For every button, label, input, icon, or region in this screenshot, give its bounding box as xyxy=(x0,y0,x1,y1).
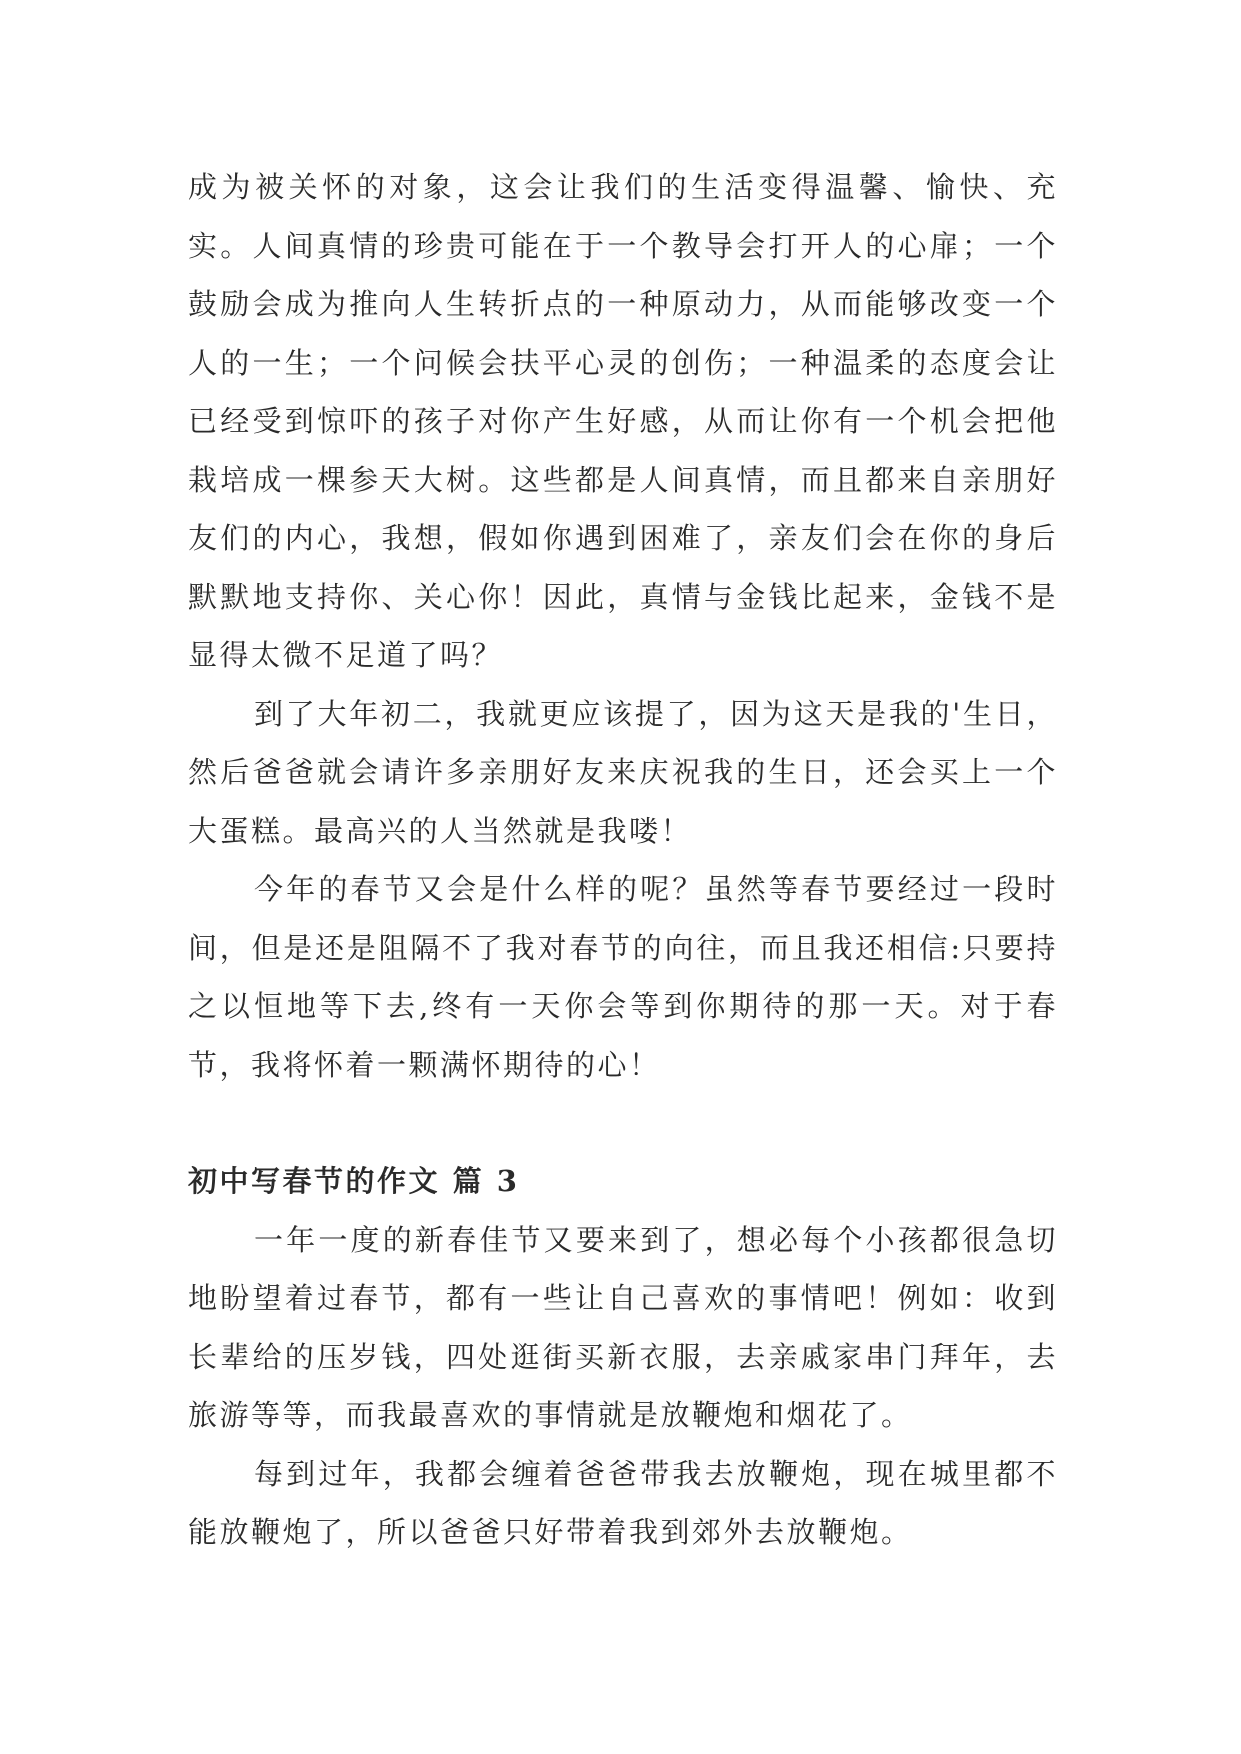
document-body xyxy=(188,158,1058,1562)
paragraph-1: 成为被关怀的对象，这会让我们的生活变得温馨、愉快、充实。人间真情的珍贵可能在于一个教导会打开人的心扉；一个鼓励会成为推向人生转折点的一种原动力，从而能够改变一个人的一生；一个问候会扶平心灵的创伤；一种温柔的态度会让已经受到惊吓的孩子对你产生好感，从而让你有一个机会把他栽培成一棵参天大树。这些都是人间真情，而且都来自亲朋好友们的内心，我想，假如你遇到困难了，亲友们会在你的身后默默地支持你、关心你！因此，真情与金钱比起来，金钱不是显得太微不足道了吗？ xyxy=(188,170,1058,672)
paragraph-4: 一年一度的新春佳节又要来到了，想必每个小孩都很急切地盼望着过春节，都有一些让自己喜欢的事情吧！例如：收到长辈给的压岁钱，四处逛街买新衣服，去亲戚家串门拜年，去旅游等等，而我最喜欢的事情就是放鞭炮和烟花了。 xyxy=(188,1222,1058,1432)
section-heading: 初中写春节的作文 篇 3 xyxy=(188,1164,520,1198)
paragraph-5: 每到过年，我都会缠着爸爸带我去放鞭炮，现在城里都不能放鞭炮了，所以爸爸只好带着我到郊外去放鞭炮。 xyxy=(188,1456,1058,1549)
paragraph-2: 到了大年初二，我就更应该提了，因为这天是我的'生日，然后爸爸就会请许多亲朋好友来庆祝我的生日，还会买上一个大蛋糕。最高兴的人当然就是我喽！ xyxy=(188,696,1058,848)
paragraph-3: 今年的春节又会是什么样的呢？虽然等春节要经过一段时间，但是还是阻隔不了我对春节的向往，而且我还相信:只要持之以恒地等下去,终有一天你会等到你期待的那一天。对于春节，我将怀着一颗满怀期待的心！ xyxy=(188,872,1058,1082)
